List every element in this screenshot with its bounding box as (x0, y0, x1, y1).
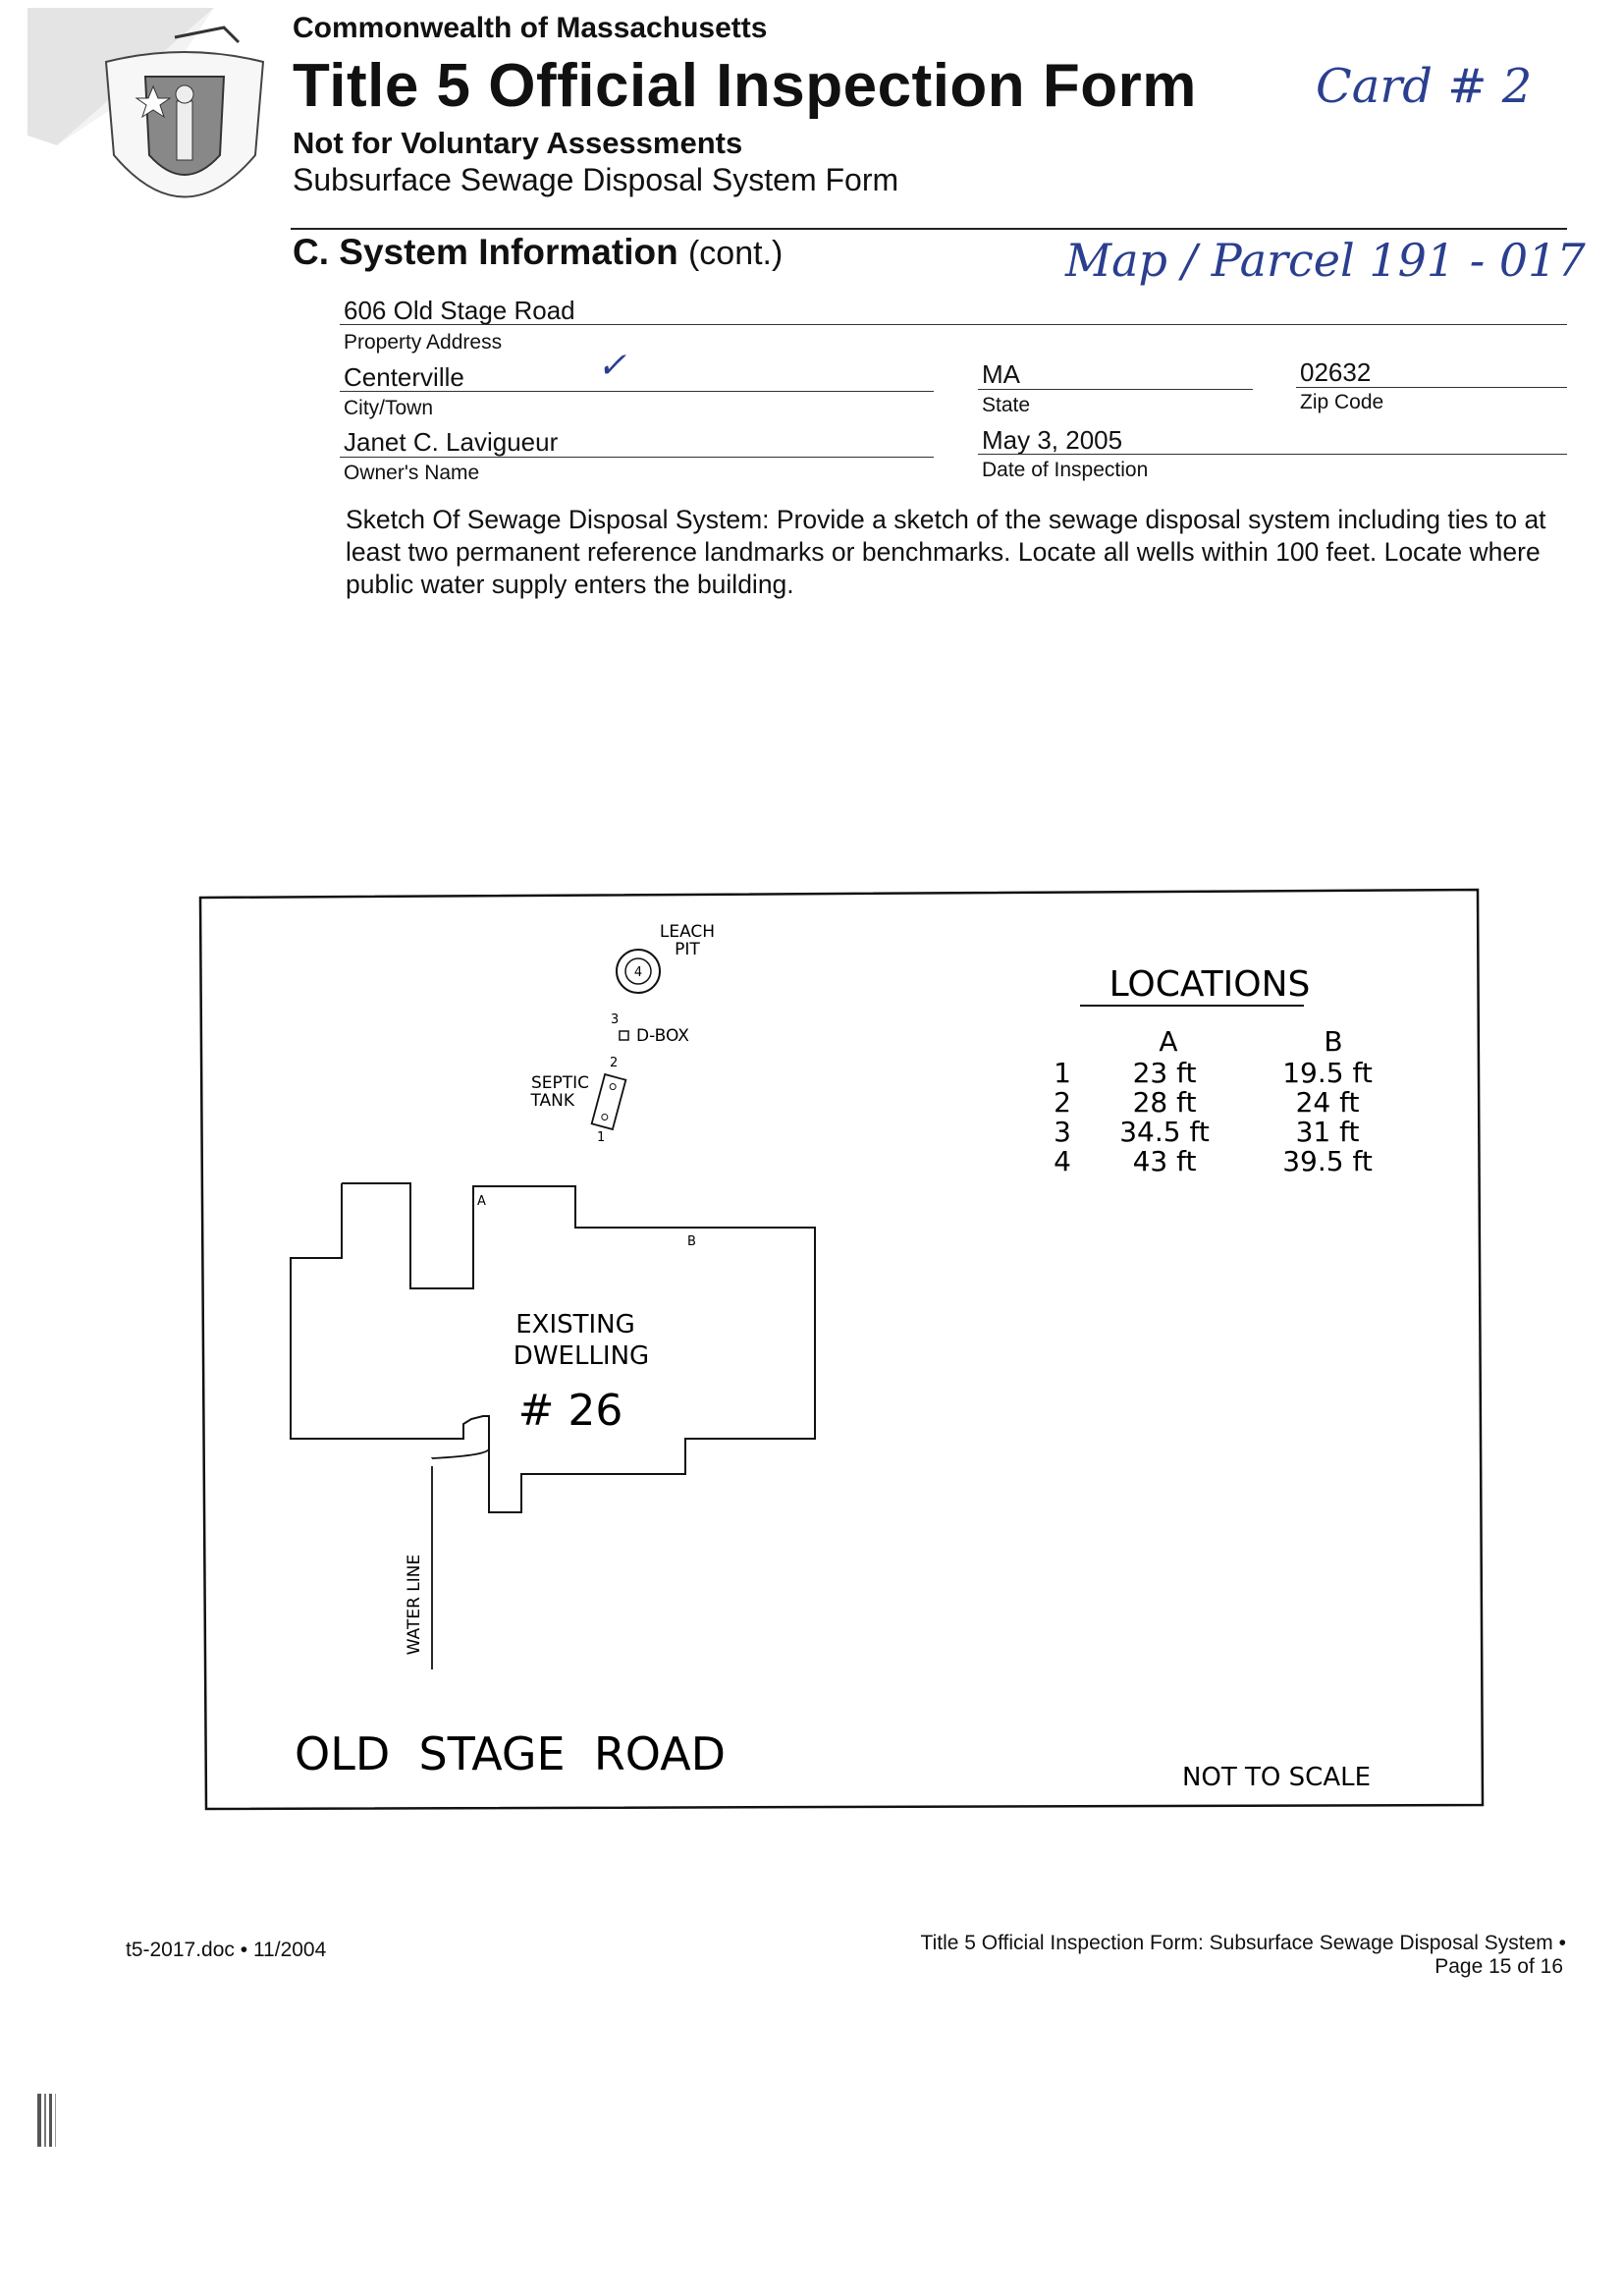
water-line-path (432, 1439, 489, 1669)
water-line-label: WATER LINE (405, 1554, 424, 1656)
section-cont: (cont.) (687, 235, 784, 272)
location-row-number: 4 (1054, 1145, 1071, 1177)
inspection-date-line (978, 454, 1567, 455)
location-row-a-distance: 34.5 ft (1119, 1116, 1210, 1148)
dwelling-label-1: EXISTING (515, 1310, 635, 1339)
septic-label-1: SEPTIC (530, 1073, 589, 1093)
section-divider (291, 228, 1567, 230)
city-label: City/Town (344, 397, 434, 419)
locations-rows (1054, 1057, 1373, 1177)
zip-label: Zip Code (1300, 391, 1384, 413)
road-label: OLD STAGE ROAD (295, 1727, 727, 1780)
footer-title: Title 5 Official Inspection Form: Subsurface Sewage Disposal System • (920, 1932, 1566, 1954)
footer-page: Page 15 of 16 (1434, 1955, 1563, 1978)
location-row-a-distance: 43 ft (1132, 1145, 1197, 1177)
scan-edge-marks-icon (35, 2092, 75, 2151)
inspection-date-label: Date of Inspection (982, 459, 1149, 481)
form-subtitle: Not for Voluntary Assessments (293, 126, 743, 160)
city-line (340, 391, 934, 392)
commonwealth-heading: Commonwealth of Massachusetts (293, 12, 768, 44)
scale-note: NOT TO SCALE (1181, 1763, 1372, 1792)
leach-pit-number: 4 (633, 965, 643, 980)
map-parcel-note: Map / Parcel 191 - 017 (1065, 234, 1586, 287)
city-value[interactable]: Centerville (344, 362, 464, 392)
section-title (293, 232, 783, 273)
locations-col-a: A (1159, 1025, 1178, 1058)
dwelling-label-2: DWELLING (513, 1341, 650, 1371)
form-name: Subsurface Sewage Disposal System Form (293, 162, 899, 197)
location-row-a-distance: 23 ft (1132, 1057, 1197, 1089)
location-row-b-distance: 39.5 ft (1282, 1145, 1373, 1177)
sewage-system-sketch (196, 884, 1492, 1817)
zip-value[interactable]: 02632 (1300, 357, 1372, 387)
locations-col-b: B (1324, 1025, 1343, 1058)
property-address-value[interactable]: 606 Old Stage Road (344, 296, 575, 325)
leach-pit-label-1: LEACH (659, 922, 716, 942)
footer-doc-id: t5-2017.doc • 11/2004 (126, 1939, 327, 1961)
card-number-note: Card # 2 (1316, 59, 1533, 114)
ref-a-label: A (477, 1194, 486, 1209)
massachusetts-seal-icon (27, 8, 283, 234)
ref-b-label: B (687, 1234, 696, 1249)
septic-label-2: TANK (530, 1091, 574, 1111)
property-address-label: Property Address (344, 331, 503, 354)
inspection-date-value[interactable]: May 3, 2005 (982, 425, 1123, 455)
locations-title: LOCATIONS (1109, 964, 1311, 1005)
location-row-a-distance: 28 ft (1132, 1086, 1197, 1119)
septic-tank-icon (592, 1074, 626, 1129)
owner-value[interactable]: Janet C. Lavigueur (344, 427, 559, 457)
location-row-number: 3 (1054, 1116, 1071, 1148)
septic-num-bottom: 1 (597, 1130, 606, 1145)
state-line (978, 389, 1253, 390)
form-title: Title 5 Official Inspection Form (293, 52, 1197, 120)
zip-line (1296, 387, 1567, 388)
owner-line (340, 457, 934, 458)
sketch-instructions: Sketch Of Sewage Disposal System: Provide a sketch of the sewage disposal system including ties to at least two permanent reference landmarks or benchmarks. Locate all wells within 100 feet. Locate where public water supply enters the building. (346, 505, 1546, 599)
leach-pit-label-2: PIT (675, 940, 700, 959)
owner-label: Owner's Name (344, 462, 480, 484)
dwelling-number: # 26 (517, 1386, 623, 1436)
location-row-number: 2 (1054, 1086, 1071, 1119)
septic-num-top: 2 (610, 1056, 619, 1070)
dbox-label: D-BOX (636, 1026, 689, 1046)
location-row-b-distance: 19.5 ft (1282, 1057, 1373, 1089)
dbox-icon (620, 1031, 628, 1040)
location-row-b-distance: 24 ft (1295, 1086, 1360, 1119)
location-row-b-distance: 31 ft (1295, 1116, 1360, 1148)
state-value[interactable]: MA (982, 359, 1020, 389)
checkmark-icon: ✓ (597, 346, 627, 386)
sketch-frame (200, 890, 1483, 1809)
state-label: State (982, 394, 1031, 416)
dbox-number: 3 (611, 1012, 620, 1027)
property-address-line (340, 324, 1567, 325)
section-title-text: C. System Information (293, 232, 678, 272)
location-row-number: 1 (1054, 1057, 1071, 1089)
